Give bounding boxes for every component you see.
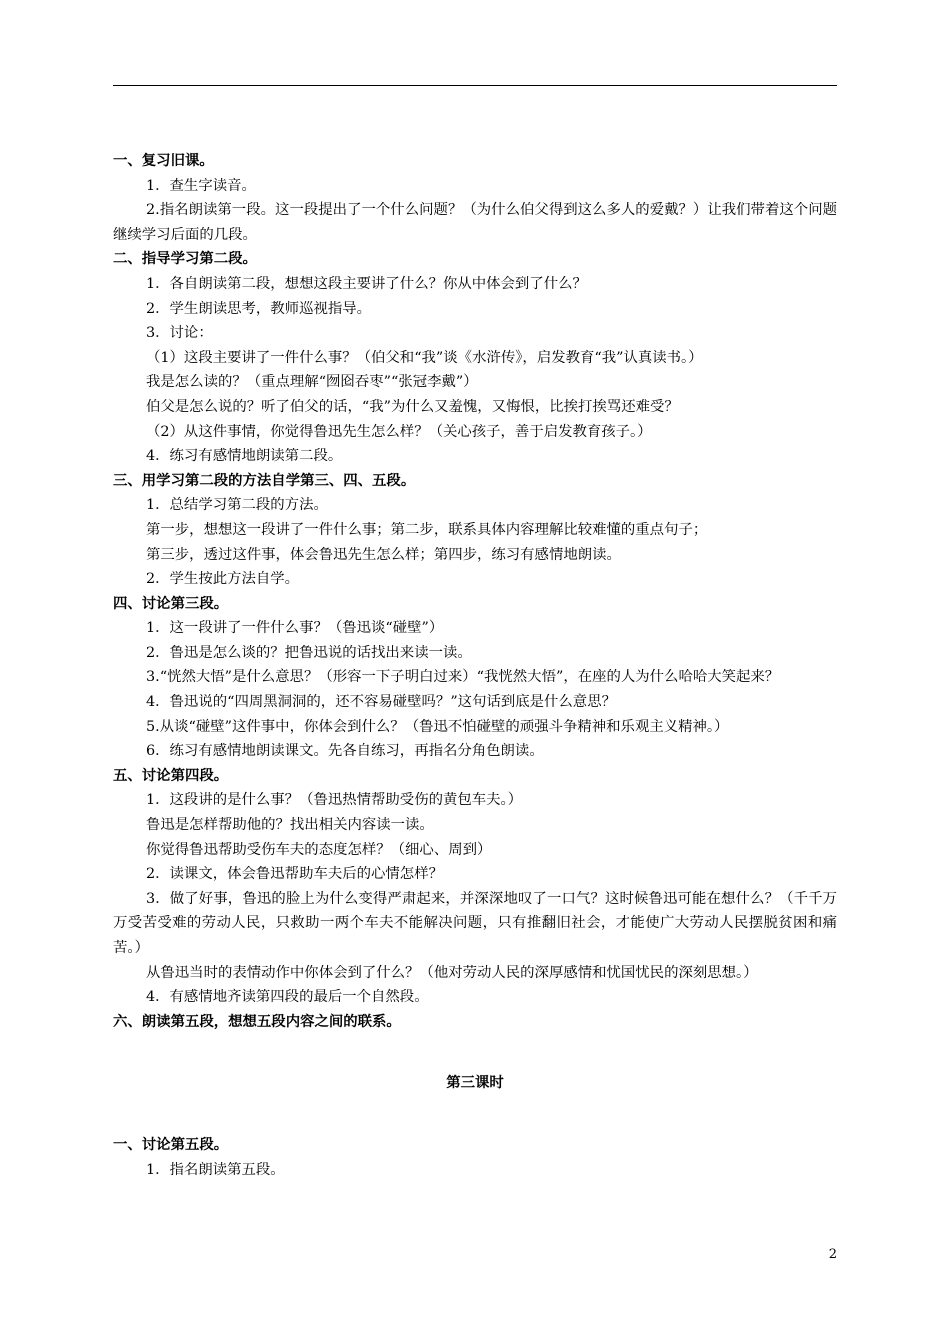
- paragraph: 4．有感情地齐读第四段的最后一个自然段。: [146, 989, 429, 1006]
- paragraph: 2．学生按此方法自学。: [146, 571, 300, 588]
- paragraph: （1）这段主要讲了一件什么事？（伯父和“我”谈《水浒传》，启发教育“我”认真读书。）: [146, 349, 703, 366]
- paragraph: 1．查生字读音。: [146, 177, 256, 194]
- paragraph: 我是怎么读的？（重点理解“囫囵吞枣”“张冠李戴”）: [146, 374, 478, 391]
- paragraph: 2．鲁迅是怎么谈的？把鲁迅说的话找出来读一读。: [146, 644, 472, 661]
- section-heading: 二、指导学习第二段。: [113, 250, 257, 268]
- section-heading: 四、讨论第三段。: [113, 594, 229, 612]
- section-heading: 一、复习旧课。: [113, 152, 214, 169]
- paragraph: 3.“恍然大悟”是什么意思？（形容一下子明白过来）“我恍然大悟”，在座的人为什么哈哈大笑起来？: [146, 669, 780, 686]
- paragraph: 2．学生朗读思考，教师巡视指导。: [146, 300, 372, 317]
- paragraph: 2.指名朗读第一段。这一段提出了一个什么问题？（为什么伯父得到这么多人的爱戴？）让我们带着这个问题继续学习后面的几段。: [113, 202, 837, 243]
- section-heading: 三、用学习第二段的方法自学第三、四、五段。: [113, 471, 416, 489]
- paragraph: 1．指名朗读第五段。: [146, 1161, 285, 1178]
- paragraph: 第一步，想想这一段讲了一件什么事；第二步，联系具体内容理解比较难懂的重点句子；: [146, 521, 708, 538]
- spacer: [113, 1034, 837, 1071]
- paragraph: 5.从谈“碰壁”这件事中，你体会到什么？（鲁迅不怕碰壁的顽强斗争精神和乐观主义精神。）: [146, 718, 729, 735]
- paragraph: 伯父是怎么说的？听了伯父的话，“我”为什么又羞愧，又悔恨，比挨打挨骂还难受？: [146, 398, 679, 415]
- header-rule: [113, 85, 837, 86]
- document-body: [113, 149, 837, 1182]
- section-heading: 一、讨论第五段。: [113, 1135, 229, 1153]
- paragraph: 1．总结学习第二段的方法。: [146, 497, 328, 514]
- page-number: 2: [828, 1247, 837, 1262]
- paragraph: 4．练习有感情地朗读第二段。: [146, 448, 343, 465]
- paragraph: 6．练习有感情地朗读课文。先各自练习，再指名分角色朗读。: [146, 743, 544, 760]
- paragraph: 从鲁迅当时的表情动作中你体会到了什么？（他对劳动人民的深厚感情和忧国忧民的深刻思想。）: [146, 964, 758, 981]
- paragraph: 1．各自朗读第二段，想想这段主要讲了什么？你从中体会到了什么？: [146, 275, 587, 292]
- paragraph: 鲁迅是怎样帮助他的？找出相关内容读一读。: [146, 817, 434, 834]
- paragraph: 1．这段讲的是什么事？（鲁迅热情帮助受伤的黄包车夫。）: [146, 792, 523, 809]
- paragraph: （2）从这件事情，你觉得鲁迅先生怎么样？（关心孩子，善于启发教育孩子。）: [146, 423, 652, 440]
- paragraph: 3．做了好事，鲁迅的脸上为什么变得严肃起来，并深深地叹了一口气？这时候鲁迅可能在想什么？（千千万万受苦受难的劳动人民，只救助一两个车夫不能解决问题，只有推翻旧社会，才能使广大劳动人民摆脱贫困和痛苦。）: [113, 890, 837, 956]
- paragraph: 1．这一段讲了一件什么事？（鲁迅谈“碰壁”）: [146, 620, 444, 637]
- section-heading: 六、朗读第五段，想想五段内容之间的联系。: [113, 1012, 401, 1030]
- section-heading: 五、讨论第四段。: [113, 766, 229, 784]
- paragraph: 2．读课文，体会鲁迅帮助车夫后的心情怎样？: [146, 866, 443, 883]
- paragraph: 第三步，透过这件事，体会鲁迅先生怎么样；第四步，练习有感情地朗读。: [146, 546, 621, 563]
- paragraph: 3．讨论：: [146, 325, 213, 342]
- spacer: [113, 1096, 837, 1133]
- paragraph: 4．鲁迅说的“四周黑洞洞的，还不容易碰壁吗？”这句话到底是什么意思？: [146, 694, 616, 711]
- lesson-title: 第三课时: [446, 1074, 504, 1092]
- paragraph: 你觉得鲁迅帮助受伤车夫的态度怎样？（细心、周到）: [146, 841, 492, 858]
